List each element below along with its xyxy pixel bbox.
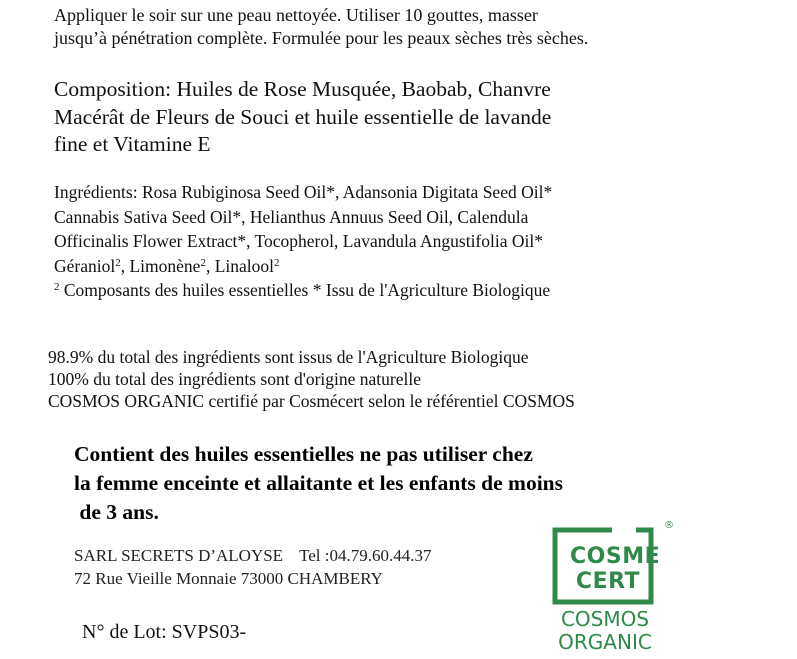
warning-line-3: de 3 ans. <box>74 500 159 524</box>
composition-line-2: Macérât de Fleurs de Souci et huile essentielle de lavande <box>54 104 552 129</box>
composition-section <box>54 76 551 159</box>
ingredients-line-2: Cannabis Sativa Seed Oil*, Helianthus Annuus Seed Oil, Calendula <box>54 206 529 227</box>
organic-line-2: 100% du total des ingrédients sont d'origine naturelle <box>48 369 422 389</box>
separator-1: , <box>120 255 130 276</box>
limonene-text: Limonène <box>129 255 201 276</box>
composition-line-3: fine et Vitamine E <box>54 132 211 156</box>
company-street: 72 Rue Vieille Monnaie 73000 CHAMBERY <box>74 569 383 588</box>
linalool-text: Linalool <box>214 255 274 276</box>
usage-instructions <box>54 4 588 50</box>
ingredients-section <box>54 180 552 303</box>
geraniol-text: Géraniol <box>54 255 116 276</box>
organic-certification-text <box>48 346 575 412</box>
footnote-text: Composants des huiles essentielles * Issu de l'Agriculture Biologique <box>59 280 551 300</box>
separator-2: , <box>205 255 215 276</box>
logo-line-2: CERT <box>575 569 641 594</box>
ingredients-line-3: Officinalis Flower Extract*, Tocopherol, Lavandula Angustifolia Oil* <box>54 231 543 251</box>
company-line <box>74 544 432 567</box>
company-address <box>74 544 432 590</box>
cosmecert-logo <box>546 520 676 655</box>
logo-frame <box>552 527 661 605</box>
essential-oil-warning <box>74 440 563 527</box>
lot-number: N° de Lot: SVPS03- <box>82 621 247 643</box>
usage-line-2: jusqu’à pénétration complète. Formulée pour les peaux sèches très sèches. <box>54 28 589 48</box>
registered-mark: ® <box>664 520 674 531</box>
organic-line-1: 98.9% du total des ingrédients sont issus de l'Agriculture Biologique <box>48 347 529 367</box>
usage-line-1: Appliquer le soir sur une peau nettoyée. Utiliser 10 gouttes, masser <box>54 5 538 25</box>
company-name: SARL SECRETS D’ALOYSE <box>74 546 284 565</box>
organic-line-3: COSMOS ORGANIC certifié par Cosmécert selon le référentiel COSMOS <box>48 391 575 411</box>
footnote-sup: 2 <box>54 281 60 293</box>
warning-line-1: Contient des huiles essentielles ne pas utiliser chez <box>74 442 533 466</box>
warning-line-2: la femme enceinte et allaitante et les enfants de moins <box>74 471 564 495</box>
limonene-sup: 2 <box>200 256 206 269</box>
linalool-sup: 2 <box>273 256 280 269</box>
logo-line-1: COSME <box>570 544 661 569</box>
geraniol-sup: 2 <box>115 256 121 269</box>
ingredients-line-4 <box>54 254 552 279</box>
company-phone: Tel :04.79.60.44.37 <box>299 546 432 565</box>
ingredients-footnote <box>54 278 552 303</box>
composition-line-1: Composition: Huiles de Rose Musquée, Baobab, Chanvre <box>54 77 551 101</box>
logo-caption-1: COSMOS <box>560 607 650 631</box>
logo-caption-2: ORGANIC <box>558 630 652 654</box>
ingredients-line-1: Ingrédients: Rosa Rubiginosa Seed Oil*, Adansonia Digitata Seed Oil* <box>54 182 553 202</box>
